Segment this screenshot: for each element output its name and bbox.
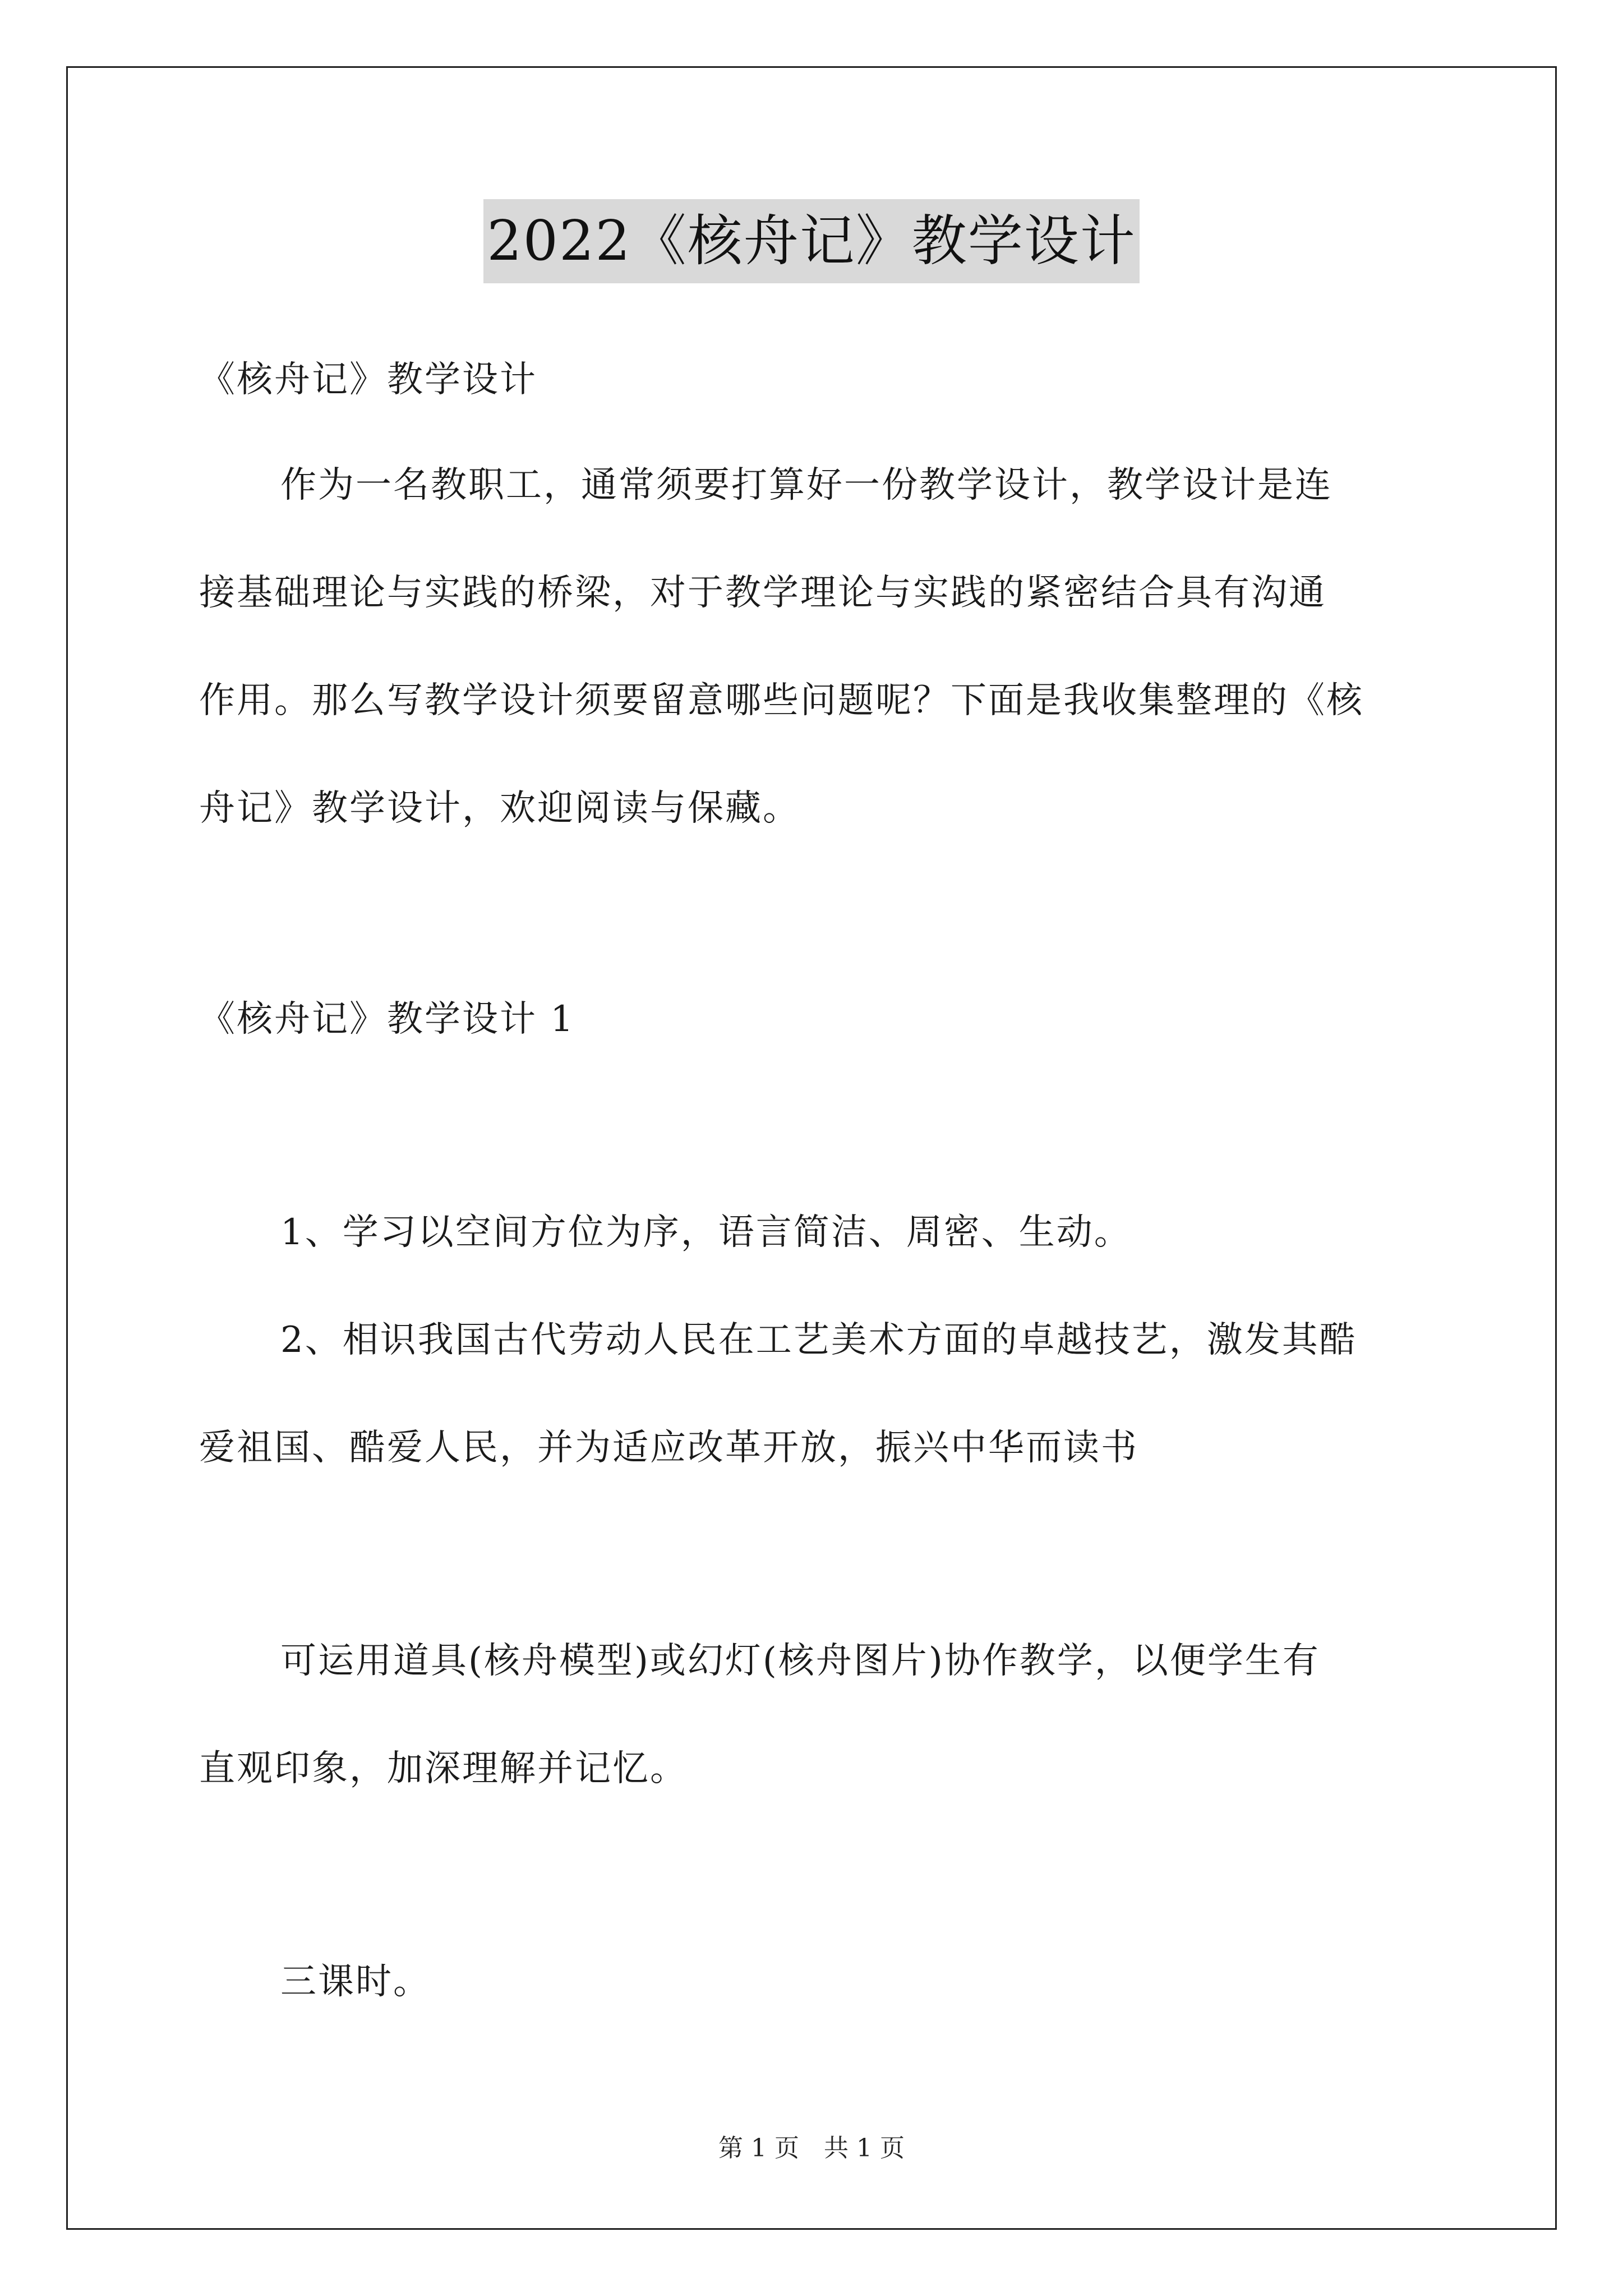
intro-line-3: 作用。那么写教学设计须要留意哪些问题呢？下面是我收集整理的《核 [199, 680, 1364, 721]
aids-line-1: 可运用道具(核舟模型)或幻灯(核舟图片)协作教学，以便学生有 [280, 1640, 1320, 1682]
objective-line-2: 2、相识我国古代劳动人民在工艺美术方面的卓越技艺，激发其酷 [280, 1319, 1357, 1361]
title-container [0, 199, 1623, 283]
objective-line-3: 爱祖国、酷爱人民，并为适应改革开放，振兴中华而读书 [199, 1427, 1138, 1469]
subtitle: 《核舟记》教学设计 [199, 359, 537, 401]
document-title: 2022《核舟记》教学设计 [483, 199, 1139, 283]
intro-line-2: 接基础理论与实践的桥梁，对于教学理论与实践的紧密结合具有沟通 [199, 572, 1326, 614]
aids-line-2: 直观印象，加深理解并记忆。 [199, 1748, 688, 1789]
period-line: 三课时。 [280, 1961, 431, 2003]
intro-line-1: 作为一名教职工，通常须要打算好一份教学设计，教学设计是连 [280, 464, 1332, 506]
intro-line-4: 舟记》教学设计，欢迎阅读与保藏。 [199, 788, 800, 829]
page-footer: 第 1 页 共 1 页 [718, 2134, 905, 2162]
objective-line-1: 1、学习以空间方位为序，语言简洁、周密、生动。 [280, 1212, 1132, 1253]
section-heading: 《核舟记》教学设计 1 [199, 999, 575, 1040]
